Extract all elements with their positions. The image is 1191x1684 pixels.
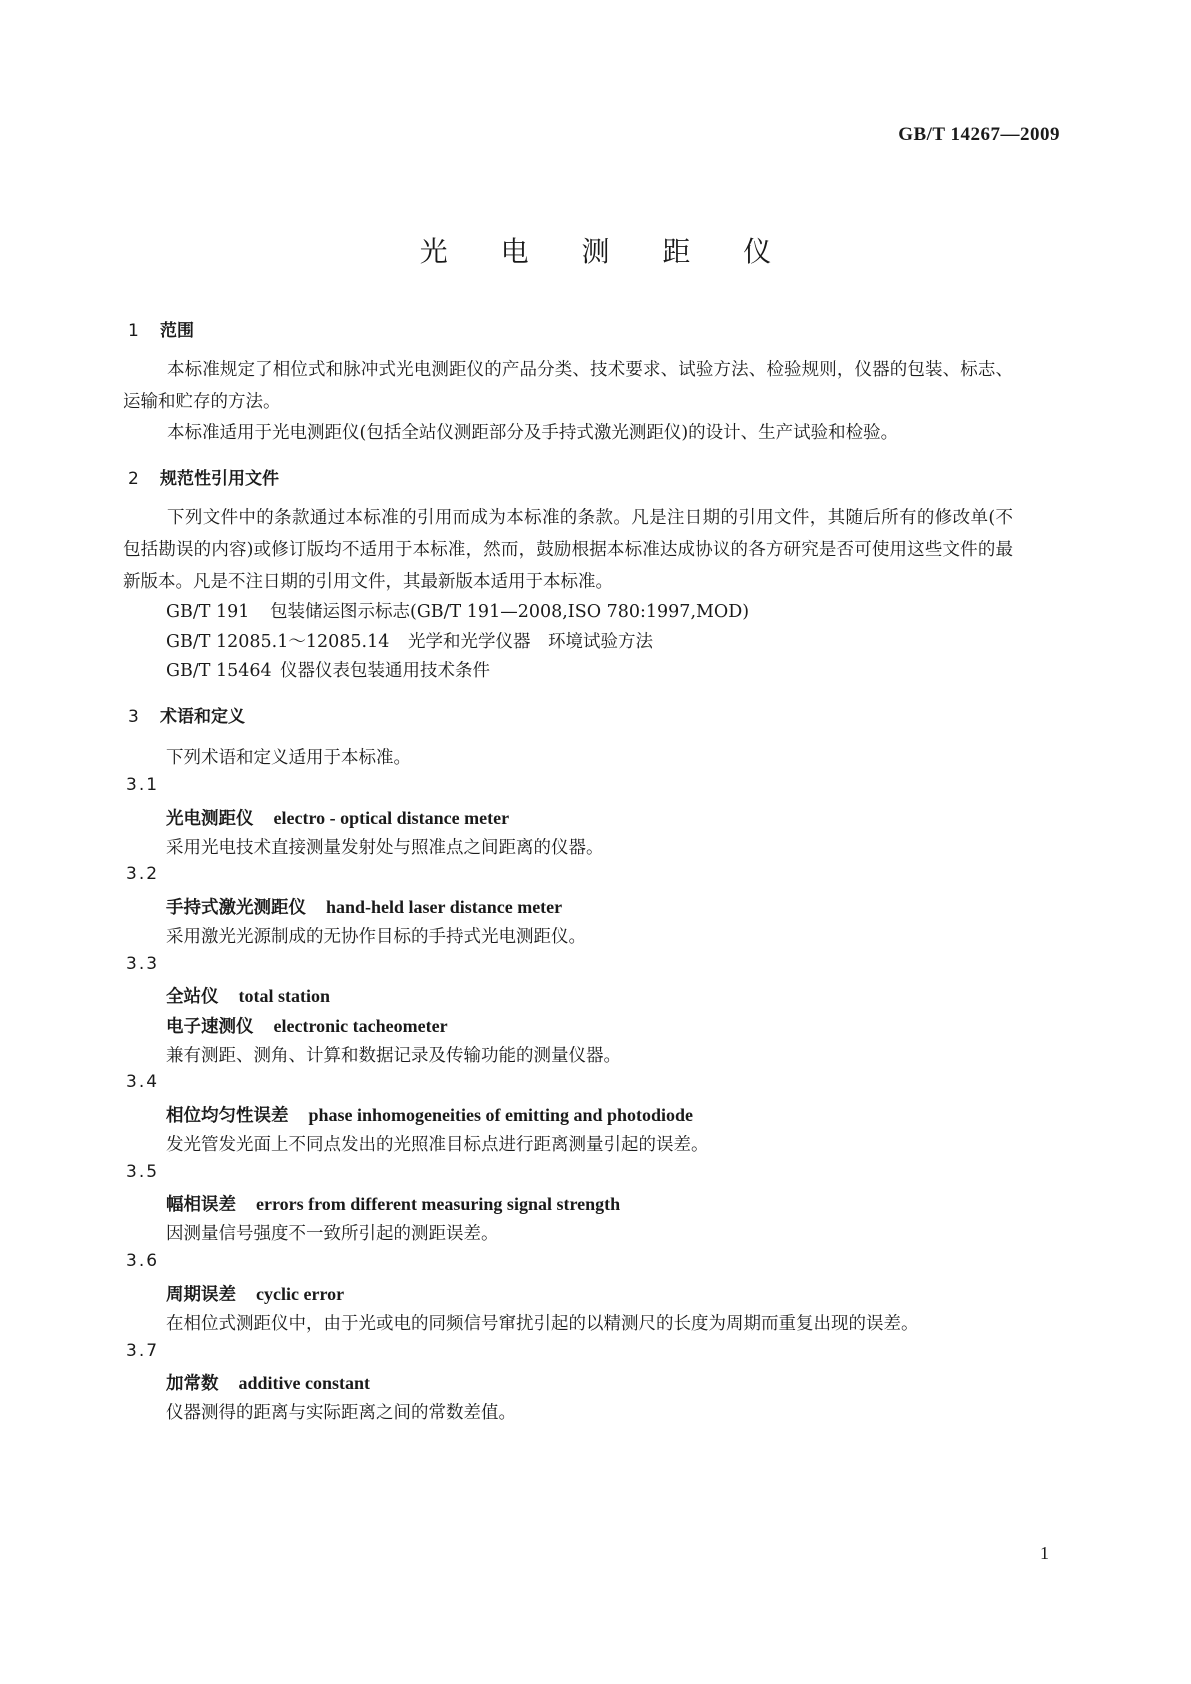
term-heading [166, 1102, 693, 1127]
reference-title: 仪器仪表包装通用技术条件 [280, 661, 490, 681]
section-number: 2 [128, 469, 139, 489]
document-title: 光 电 测 距 仪 [419, 235, 794, 268]
reference-code: GB/T 15464 [166, 661, 272, 681]
term-english: errors from different measuring signal strength [256, 1194, 621, 1214]
term-chinese: 加常数 [166, 1374, 219, 1394]
term-number: 3.1 [126, 775, 160, 795]
term-number: 3.7 [126, 1341, 160, 1361]
section-3-heading [128, 702, 245, 727]
term-number: 3.6 [126, 1251, 160, 1271]
section-number: 3 [128, 707, 139, 727]
reference-title: 光学和光学仪器 环境试验方法 [408, 632, 653, 652]
standard-code: GB/T 14267—2009 [898, 124, 1060, 145]
term-definition: 在相位式测距仪中，由于光或电的同频信号窜扰引起的以精测尺的长度为周期而重复出现的误差。 [166, 1314, 919, 1334]
term-english: phase inhomogeneities of emitting and photodiode [308, 1105, 694, 1125]
normative-reference [166, 628, 653, 653]
term-heading-synonym [166, 1013, 448, 1038]
term-english: additive constant [238, 1373, 371, 1393]
term-definition: 兼有测距、测角、计算和数据记录及传输功能的测量仪器。 [166, 1046, 621, 1066]
term-number: 3.4 [126, 1072, 160, 1092]
term-heading [166, 805, 509, 830]
section-1-paragraph-1: 本标准规定了相位式和脉冲式光电测距仪的产品分类、技术要求、试验方法、检验规则，仪器的包装、标志、运输和贮存的方法。 [123, 360, 1013, 412]
reference-title: 包装储运图示标志(GB/T 191—2008,ISO 780:1997,MOD) [270, 602, 750, 622]
term-number: 3.2 [126, 864, 160, 884]
term-english: total station [238, 986, 330, 1006]
section-2-paragraph-1: 下列文件中的条款通过本标准的引用而成为本标准的条款。凡是注日期的引用文件，其随后所有的修改单(不包括勘误的内容)或修订版均不适用于本标准，然而，鼓励根据本标准达成协议的各方研究是否可使用这些文件的最新版本。凡是不注日期的引用文件，其最新版本适用于本标准。 [123, 508, 1013, 592]
term-heading [166, 1191, 620, 1216]
term-chinese: 手持式激光测距仪 [166, 898, 306, 918]
term-heading [166, 1281, 344, 1306]
reference-code: GB/T 12085.1～12085.14 [166, 632, 390, 652]
term-number: 3.5 [126, 1162, 160, 1182]
term-english: hand-held laser distance meter [326, 897, 563, 917]
term-chinese: 电子速测仪 [166, 1017, 254, 1037]
section-title: 范围 [160, 321, 194, 341]
term-chinese: 周期误差 [166, 1285, 236, 1305]
term-definition: 采用激光光源制成的无协作目标的手持式光电测距仪。 [166, 927, 586, 947]
term-chinese: 全站仪 [166, 987, 219, 1007]
section-title: 规范性引用文件 [160, 469, 279, 489]
term-definition: 仪器测得的距离与实际距离之间的常数差值。 [166, 1403, 516, 1423]
section-number: 1 [128, 321, 139, 341]
term-chinese: 光电测距仪 [166, 809, 254, 829]
term-definition: 采用光电技术直接测量发射处与照准点之间距离的仪器。 [166, 838, 604, 858]
page-number: 1 [1040, 1543, 1049, 1563]
normative-reference [166, 657, 490, 682]
normative-reference [166, 598, 749, 623]
section-2-heading [128, 464, 279, 489]
term-number: 3.3 [126, 954, 160, 974]
term-heading [166, 894, 562, 919]
section-1-paragraph-2: 本标准适用于光电测距仪(包括全站仪测距部分及手持式激光测距仪)的设计、生产试验和检验。 [167, 423, 899, 443]
term-chinese: 相位均匀性误差 [166, 1106, 289, 1126]
term-english: electronic tacheometer [273, 1016, 448, 1036]
term-english: electro - optical distance meter [273, 808, 510, 828]
term-definition: 因测量信号强度不一致所引起的测距误差。 [166, 1224, 499, 1244]
section-3-intro: 下列术语和定义适用于本标准。 [166, 748, 411, 768]
section-title: 术语和定义 [160, 707, 245, 727]
term-heading [166, 983, 330, 1008]
term-chinese: 幅相误差 [166, 1195, 236, 1215]
term-definition: 发光管发光面上不同点发出的光照准目标点进行距离测量引起的误差。 [166, 1135, 709, 1155]
term-heading [166, 1370, 370, 1395]
reference-code: GB/T 191 [166, 602, 250, 622]
term-english: cyclic error [256, 1284, 345, 1304]
section-1-heading [128, 316, 194, 341]
